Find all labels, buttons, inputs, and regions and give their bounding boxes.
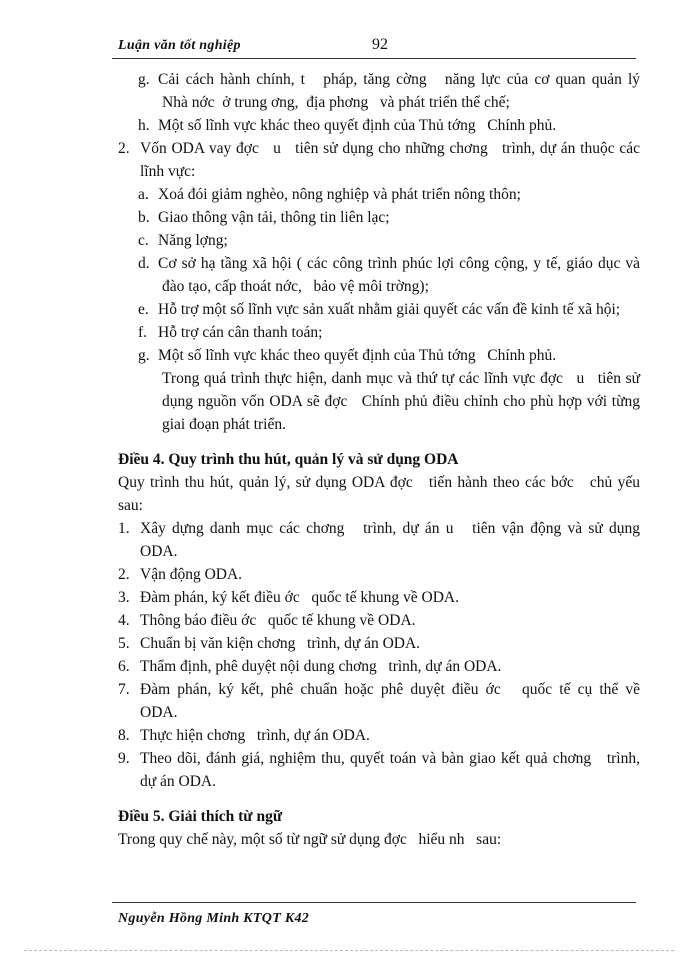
page-number: 92 <box>372 36 388 53</box>
text-line <box>118 137 640 160</box>
line-text: Thông báo điều ớc quốc tế khung về ODA. <box>140 612 416 629</box>
list-marker: g. <box>138 347 150 364</box>
list-marker: c. <box>138 232 149 249</box>
text-line <box>118 540 640 563</box>
line-text: ODA. <box>140 704 178 721</box>
text-line <box>118 206 640 229</box>
line-text: Theo dõi, đánh giá, nghiệm thu, quyết toán và bàn giao kết quả chơng trình, <box>140 750 640 767</box>
list-marker: 4. <box>118 612 130 629</box>
text-line <box>118 828 640 851</box>
text-line <box>118 252 640 275</box>
text-line <box>118 298 640 321</box>
text-line <box>118 390 640 413</box>
footer-author: Nguyễn Hồng Minh KTQT K42 <box>118 911 310 926</box>
line-text: Nhà nớc ở trung ơng, địa phơng và phát triển thể chế; <box>162 94 510 111</box>
text-line <box>118 563 640 586</box>
text-line <box>118 701 640 724</box>
list-marker: 2. <box>118 566 130 583</box>
line-text: Cơ sở hạ tầng xã hội ( các công trình phúc lợi công cộng, y tế, giáo dục và <box>158 255 640 272</box>
line-text: Chuẩn bị văn kiện chơng trình, dự án ODA. <box>140 635 421 652</box>
list-marker: 7. <box>118 681 130 698</box>
page-bottom-rule <box>24 950 674 951</box>
list-marker: h. <box>138 117 150 134</box>
line-text: đào tạo, cấp thoát nớc, bảo vệ môi trờng); <box>162 278 429 295</box>
line-text: Quy trình thu hút, quản lý, sử dụng ODA đợc tiến hành theo các bớc chủ yếu <box>118 474 640 491</box>
list-marker: 8. <box>118 727 130 744</box>
section-heading <box>118 448 640 471</box>
text-line <box>118 413 640 436</box>
list-marker: 2. <box>118 140 130 157</box>
text-line <box>118 586 640 609</box>
text-line <box>118 678 640 701</box>
list-marker: 3. <box>118 589 130 606</box>
line-text: Năng lợng; <box>158 232 228 249</box>
page-header <box>112 38 636 59</box>
line-text: Xây dựng danh mục các chơng trình, dự án u tiên vận động và sử dụng <box>140 520 640 537</box>
list-marker: b. <box>138 209 150 226</box>
text-line <box>118 367 640 390</box>
line-text: Thẩm định, phê duyệt nội dung chơng trình, dự án ODA. <box>140 658 502 675</box>
header-title: Luận văn tốt nghiệp <box>118 38 241 53</box>
text-line <box>118 275 640 298</box>
line-text: Đàm phán, ký kết điều ớc quốc tế khung về ODA. <box>140 589 459 606</box>
list-marker: 1. <box>118 520 130 537</box>
line-text: Điều 4. Quy trình thu hút, quản lý và sử dụng ODA <box>118 451 459 468</box>
line-text: sau: <box>118 497 143 514</box>
line-text: Một số lĩnh vực khác theo quyết định của Thủ tớng Chính phủ. <box>158 347 557 364</box>
text-line <box>118 91 640 114</box>
line-text: Trong quy chế này, một số từ ngữ sử dụng đợc hiểu nh sau: <box>118 831 502 848</box>
text-line <box>118 632 640 655</box>
line-text: Điều 5. Giải thích từ ngữ <box>118 808 283 825</box>
line-text: Xoá đói giảm nghèo, nông nghiệp và phát triển nông thôn; <box>158 186 521 203</box>
line-text: dụng nguồn vốn ODA sẽ đợc Chính phủ điều chỉnh cho phù hợp với từng <box>162 393 640 410</box>
list-marker: e. <box>138 301 149 318</box>
section-heading <box>118 805 640 828</box>
line-text: Vận động ODA. <box>140 566 243 583</box>
line-text: Cải cách hành chính, t pháp, tăng cờng năng lực của cơ quan quản lý <box>158 71 640 88</box>
document-body <box>118 68 640 851</box>
text-line <box>118 609 640 632</box>
list-marker: 9. <box>118 750 130 767</box>
line-text: Thực hiện chơng trình, dự án ODA. <box>140 727 370 744</box>
line-text: Giao thông vận tải, thông tin liên lạc; <box>158 209 390 226</box>
line-text: Một số lĩnh vực khác theo quyết định của Thủ tớng Chính phủ. <box>158 117 557 134</box>
text-line <box>118 770 640 793</box>
list-marker: a. <box>138 186 149 203</box>
list-marker: g. <box>138 71 150 88</box>
list-marker: f. <box>138 324 148 341</box>
text-line <box>118 655 640 678</box>
line-text: Hỗ trợ một số lĩnh vực sản xuất nhằm giải quyết các vấn đề kinh tế xã hội; <box>158 301 621 318</box>
line-text: Vốn ODA vay đợc u tiên sử dụng cho những chơng trình, dự án thuộc các <box>140 140 640 157</box>
text-line <box>118 344 640 367</box>
text-line <box>118 160 640 183</box>
line-text: giai đoạn phát triển. <box>162 416 286 433</box>
text-line <box>118 724 640 747</box>
line-text: Hỗ trợ cán cân thanh toán; <box>158 324 323 341</box>
line-text: ODA. <box>140 543 178 560</box>
line-text: Đàm phán, ký kết, phê chuẩn hoặc phê duyệt điều ớc quốc tế cụ thể về <box>140 681 640 698</box>
text-line <box>118 517 640 540</box>
text-line <box>118 321 640 344</box>
line-text: dự án ODA. <box>140 773 216 790</box>
list-marker: 6. <box>118 658 130 675</box>
line-text: lĩnh vực: <box>140 163 196 180</box>
text-line <box>118 494 640 517</box>
list-marker: d. <box>138 255 150 272</box>
text-line <box>118 471 640 494</box>
text-line <box>118 114 640 137</box>
text-line <box>118 747 640 770</box>
text-line <box>118 229 640 252</box>
page-footer <box>112 902 636 927</box>
line-text: Trong quá trình thực hiện, danh mục và thứ tự các lĩnh vực đợc u tiên sử <box>162 370 640 387</box>
list-marker: 5. <box>118 635 130 652</box>
text-line <box>118 68 640 91</box>
text-line <box>118 183 640 206</box>
